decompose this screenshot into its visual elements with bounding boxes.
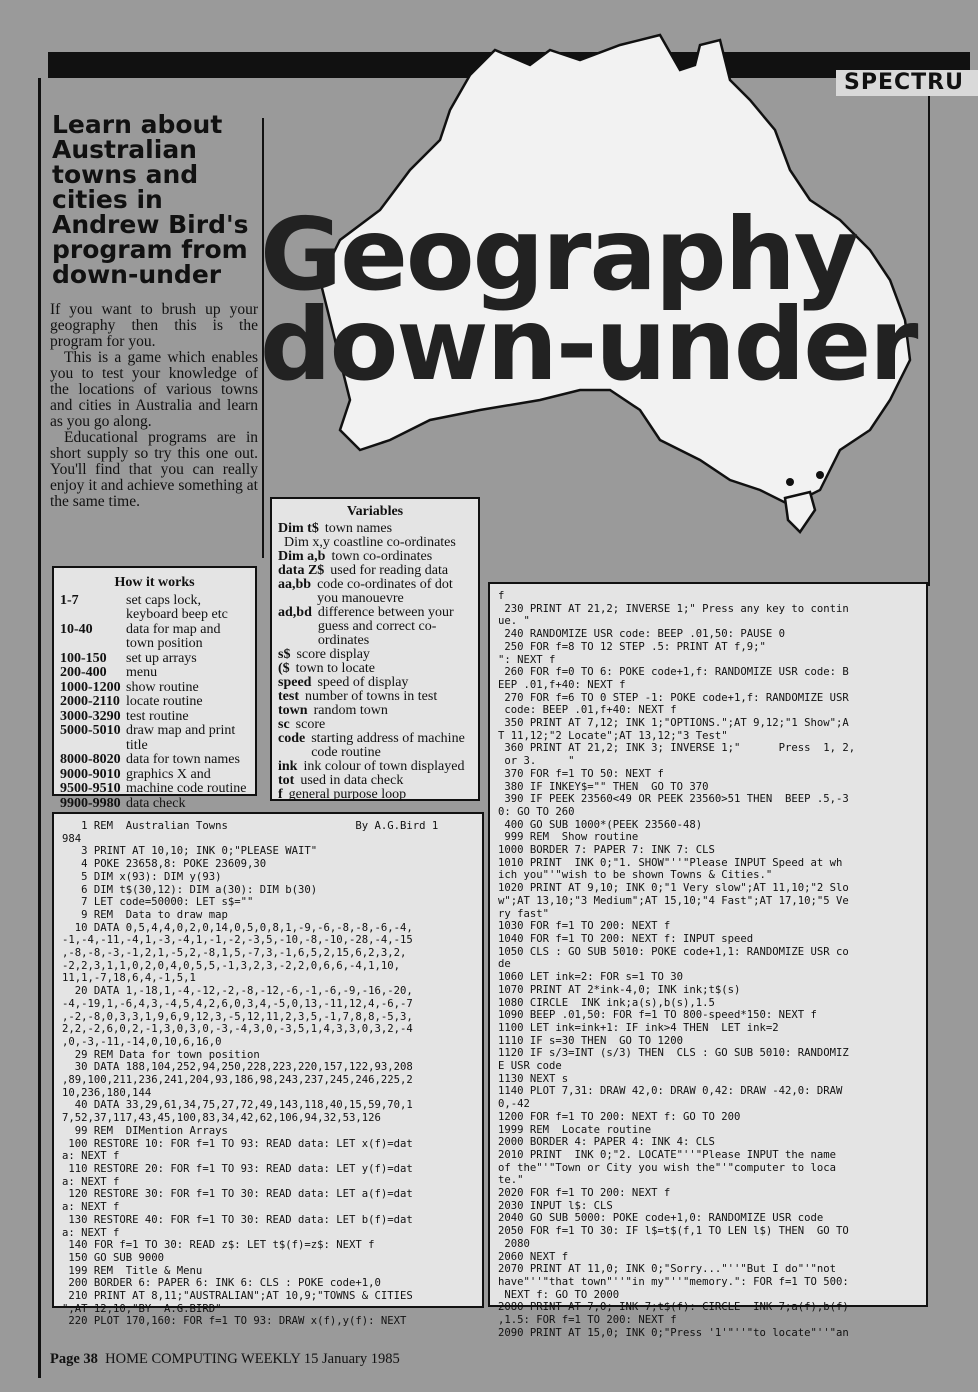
how-it-works-title: How it works: [114, 575, 195, 590]
variable-description: difference between your guess and correct co-ordinates: [317, 605, 454, 648]
variable-name: sc: [278, 717, 290, 732]
how-it-works-row: [60, 797, 249, 812]
variable-row: [278, 718, 472, 732]
program-listing-left: [52, 812, 484, 1328]
line-description: data for map and town position: [126, 621, 221, 651]
how-it-works-row: [60, 782, 249, 797]
variable-description: number of towns in test: [305, 689, 438, 704]
variable-row: [278, 774, 472, 788]
line-range: 5000-5010: [60, 723, 121, 738]
intro-paragraph: If you want to brush up your geography then this is the program for you.: [50, 301, 258, 350]
teaser-heading: Learn about Australian towns and cities in Andrew Bird's program from down-under: [52, 110, 249, 289]
variable-name: s$: [278, 647, 291, 662]
listing-text: f 230 PRINT AT 21,2; INVERSE 1;" Press any key to contin ue. " 240 RANDOMIZE USR code: BEEP .01,50: PAUSE 0 250 FOR f=8 TO 12 STEP .5: PRINT AT f,9;" ": NEXT f 260 FOR f=0 TO 6: POKE code+1,f: RANDOMIZE USR code: B EEP .01,f+40: NEXT f 270 FOR f=6 TO 0 STEP -1: POKE code+1,f: RANDOMIZE USR code: BEEP .01,f+40: NEXT f 350 PRINT AT 7,12; INK 1;"OPTIONS.";AT 9,12;"1 Show";A T 11,12;"2 Locate";AT 13,12;"3 Test" 360 PRINT AT 21,2; INK 3; INVERSE 1;" Press 1, 2, or 3. " 370 FOR f=1 TO 50: NEXT f 380 IF INKEY$="" THEN GO TO 370 390 IF PEEK 23560<49 OR PEEK 23560>51 THEN BEEP .5,-3 0: GO TO 260 400 GO SUB 1000*(PEEK 23560-48) 999 REM Show routine 1000 BORDER 7: PAPER 7: INK 7: CLS 1010 PRINT INK 0;"1. SHOW"''"Please INPUT Speed at wh ich you"'"wish to be shown Towns & Cities." 1020 PRINT AT 9,10; INK 0;"1 Very slow";AT 11,10;"2 Slo w";AT 13,10;"3 Medium";AT 15,10;"4 Fast";AT 17,10;"5 Ve ry fast" 1030 FOR f=1 TO 200: NEXT f 1040 FOR f=1 TO 200: NEXT f: INPUT speed 1050 CLS : GO SUB 5010: POKE code+1,1: RANDOMIZE USR co de 1060 LET ink=2: FOR s=1 TO 30 1070 PRINT AT 2*ink-4,0; INK ink;t$(s) 1080 CIRCLE INK ink;a(s),b(s),1.5 1090 BEEP .01,50: FOR f=1 TO 800-speed*150: NEXT f 1100 LET ink=ink+1: IF ink>4 THEN LET ink=2 1110 IF s=30 THEN GO TO 1200 1120 IF s/3=INT (s/3) THEN CLS : GO SUB 5010: RANDOMIZ E USR code 1130 NEXT s 1140 PLOT 7,31: DRAW 42,0: DRAW 0,42: DRAW -42,0: DRAW 0,-42 1200 FOR f=1 TO 200: NEXT f: GO TO 200 1999 REM Locate routine 2000 BORDER 4: PAPER 4: INK 4: CLS 2010 PRINT INK 0;"2. LOCATE"''"Please INPUT the name of the"'"Town or City you wish the"'"computer to loca te." 2020 FOR f=1 TO 200: NEXT f 2030 INPUT l$: CLS 2040 GO SUB 5000: POKE code+1,0: RANDOMIZE USR code 2050 FOR f=1 TO 30: IF l$=t$(f,1 TO LEN l$) THEN GO TO 2080 2060 NEXT f 2070 PRINT AT 11,0; INK 0;"Sorry..."''"But I do"'"not have"''"that town"''"in my"''"memory.": FOR f=1 TO 500: NEXT f: GO TO 2000 2080 PRINT AT 7,0; INK 7;t$(f): CIRCLE INK 7;a(f),b(f) ,1.5: FOR f=1 TO 200: NEXT f 2090 PRINT AT 15,0; INK 0;"Press '1'"''"to locate"''"an: [498, 590, 856, 1339]
tasmania-outline: [785, 492, 815, 532]
variable-row: [278, 788, 472, 802]
how-it-works-row: [60, 724, 249, 753]
variable-name: Dim t$: [278, 521, 319, 536]
variable-description: random town: [313, 703, 388, 718]
variable-name: ad,bd: [278, 605, 312, 620]
how-it-works-box: [52, 566, 257, 811]
line-description: machine code routine: [126, 781, 247, 796]
program-listing-right: [488, 582, 928, 1339]
variable-description: score display: [296, 647, 370, 662]
variable-description: used for reading data: [330, 563, 449, 578]
variable-row: [278, 606, 472, 648]
how-it-works-row: [60, 681, 249, 696]
map-dot: [786, 478, 794, 486]
line-description: data for town names: [126, 752, 240, 767]
line-description: menu: [126, 665, 158, 680]
line-description: locate routine: [126, 694, 203, 709]
line-range: 1-7: [60, 592, 79, 608]
line-range: 9500-9510: [60, 781, 121, 796]
variable-name: Dim a,b: [278, 549, 326, 564]
variable-name: test: [278, 689, 299, 704]
variable-description: town to locate: [295, 661, 375, 676]
variable-description: used in data check: [300, 773, 404, 788]
variable-row: [278, 578, 472, 606]
variable-row: [278, 536, 472, 550]
map-dot: [816, 471, 824, 479]
line-range: 200-400: [60, 665, 107, 680]
variable-description: speed of display: [317, 675, 409, 690]
variable-row: [278, 522, 472, 536]
line-description: draw map and print title: [126, 723, 236, 753]
magazine-issue: HOME COMPUTING WEEKLY 15 January 1985: [105, 1351, 400, 1367]
line-range: 9000-9010: [60, 766, 121, 782]
how-it-works-row: [60, 666, 249, 681]
line-range: 1000-1200: [60, 679, 121, 695]
line-range: 9900-9980: [60, 795, 121, 811]
variable-name: aa,bb: [278, 577, 312, 592]
intro-paragraph: This is a game which enables you to test your knowledge of the locations of various towns and cities in Australia and learn as you go along.: [50, 349, 258, 430]
variable-name: code: [278, 731, 306, 746]
how-it-works-row: [60, 768, 249, 783]
line-range: 100-150: [60, 650, 107, 666]
line-range: 10-40: [60, 621, 93, 637]
article-headline: [260, 196, 960, 403]
variable-description: starting address of machine code routine: [311, 731, 465, 760]
intro-paragraph: Educational programs are in short supply so try this one out. You'll find that you can really enjoy it and achieve something at the same time.: [50, 429, 258, 510]
variables-title: Variables: [346, 504, 404, 519]
variable-row: [278, 648, 472, 662]
variable-name: ($: [278, 661, 290, 676]
variable-name: data Z$: [278, 563, 325, 578]
line-description: set caps lock, keyboard beep etc: [126, 592, 228, 622]
variable-row: [278, 550, 472, 564]
line-range: 8000-8020: [60, 752, 121, 767]
variable-description: town co-ordinates: [331, 549, 433, 564]
how-it-works-row: [60, 652, 249, 667]
variable-name: speed: [278, 675, 312, 690]
line-description: show routine: [126, 679, 199, 695]
variable-description: code co-ordinates of dot you manouevre: [317, 577, 453, 606]
line-range: 2000-2110: [60, 694, 120, 709]
how-it-works-row: [60, 695, 249, 710]
how-it-works-row: [60, 753, 249, 768]
variable-name: ink: [278, 759, 298, 774]
section-tab: SPECTRU: [836, 70, 978, 96]
variable-description: general purpose loop: [288, 787, 407, 802]
how-it-works-row: [60, 594, 249, 623]
variables-box: [270, 497, 480, 801]
variable-row: [278, 662, 472, 676]
line-description: test routine: [126, 708, 189, 724]
variable-description: Dim x,y coastline co-ordinates: [284, 535, 456, 550]
variable-name: town: [278, 703, 308, 718]
listing-text: 1 REM Australian Towns By A.G.Bird 1 984 3 PRINT AT 10,10; INK 0;"PLEASE WAIT" 4 POKE 23658,8: POKE 23609,30 5 DIM x(93): DIM y(93) 6 DIM t$(30,12): DIM a(30): DIM b(30) 7 LET code=50000: LET s$="" 9 REM Data to draw map 10 DATA 0,5,4,4,0,2,0,14,0,5,0,8,1,-9,-6,-8,-8,-6,-4, -1,-4,-11,-4,1,-3,-4,1,-1,-2,-3,5,-10,-8,-10,-28,-4,-15 ,-8,-8,-3,-1,2,1,-5,2,-8,1,5,-7,3,-1,6,5,2,15,6,2,3,2, -2,2,3,1,1,0,2,0,4,0,5,5,-1,3,2,3,-2,2,0,6,6,-4,1,10, 11,1,-7,18,6,4,-1,5,1 20 DATA 1,-18,1,-4,-12,-2,-8,-12,-6,-1,-6,-9,-16,-20, -4,-19,1,-6,4,3,-4,5,4,2,6,0,3,4,-5,0,13,-11,12,4,-6,-7 ,-2,-8,0,3,3,1,9,6,9,12,3,-5,12,11,2,3,5,-1,7,8,8,-5,3, 2,2,-2,6,0,2,-1,3,0,3,0,-3,-4,3,0,-3,5,1,4,3,3,0,3,2,-4 ,0,-3,-11,-14,0,10,6,16,0 29 REM Data for town position 30 DATA 188,104,252,94,250,228,223,220,157,122,93,208 ,89,100,211,236,241,204,93,186,98,243,237,245,246,225,2 10,236,180,144 40 DATA 33,29,61,34,75,27,72,49,143,118,40,15,59,70,1 7,52,37,117,43,45,100,83,34,42,62,106,94,32,53,126 99 REM DIMention Arrays 100 RESTORE 10: FOR f=1 TO 93: READ data: LET x(f)=dat a: NEXT f 110 RESTORE 20: FOR f=1 TO 93: READ data: LET y(f)=dat a: NEXT f 120 RESTORE 30: FOR f=1 TO 30: READ data: LET a(f)=dat a: NEXT f 130 RESTORE 40: FOR f=1 TO 30: READ data: LET b(f)=dat a: NEXT f 140 FOR f=1 TO 30: READ z$: LET t$(f)=z$: NEXT f 150 GO SUB 9000 199 REM Title & Menu 200 BORDER 6: PAPER 6: INK 6: CLS : POKE code+1,0 210 PRINT AT 8,11;"AUSTRALIAN";AT 10,9;"TOWNS & CITIES ";AT 12,10;"BY A.G.BIRD" 220 PLOT 170,160: FOR f=1 TO 93: DRAW x(f),y(f): NEXT: [62, 820, 439, 1328]
how-it-works-row: [60, 710, 249, 725]
line-description: data check: [126, 795, 186, 811]
how-it-works-row: [60, 623, 249, 652]
page-footer: [50, 1351, 400, 1368]
intro-text: [50, 302, 258, 510]
variable-row: [278, 704, 472, 718]
line-range: 3000-3290: [60, 708, 121, 724]
headline-line-1: Geography: [260, 196, 857, 313]
line-description: graphics X and: [126, 766, 211, 782]
line-description: set up arrays: [126, 650, 197, 666]
headline-line-2: down-under: [260, 286, 917, 403]
variable-row: [278, 564, 472, 578]
variable-row: [278, 732, 472, 760]
variable-row: [278, 760, 472, 774]
variable-name: tot: [278, 773, 295, 788]
variable-row: [278, 690, 472, 704]
variable-row: [278, 676, 472, 690]
variable-description: ink colour of town displayed: [303, 759, 465, 774]
variable-name: f: [278, 787, 283, 802]
page-number: Page 38: [50, 1351, 98, 1367]
variable-description: score: [295, 717, 326, 732]
column-rule-left: [38, 78, 41, 1378]
variable-description: town names: [324, 521, 393, 536]
